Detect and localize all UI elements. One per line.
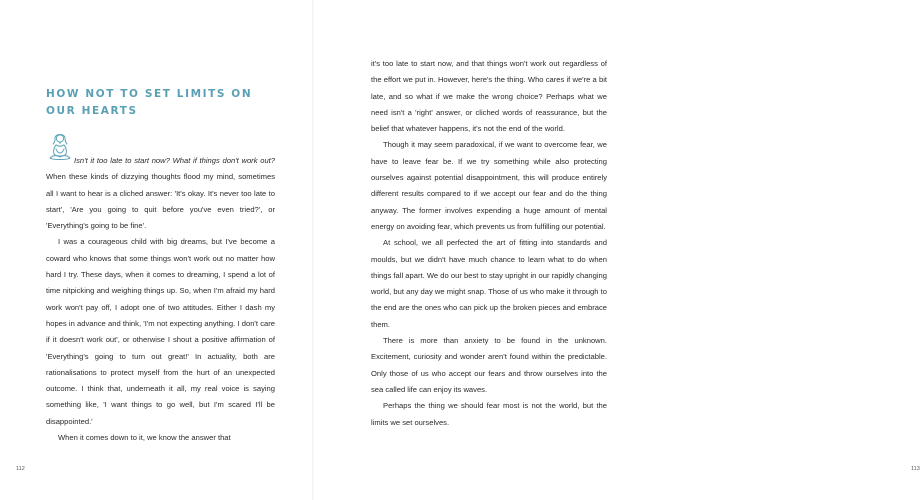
paragraph: Perhaps the thing we should fear most is not the world, but the limits we set ourselves.: [371, 401, 607, 427]
left-body-text: [46, 153, 275, 446]
chapter-heading-line: OUR HEARTS: [46, 105, 138, 117]
page-number: 113: [911, 466, 920, 472]
paragraph: There is more than anxiety to be found in the unknown. Excitement, curiosity and wonder aren't found within the predictable. Only those of us who accept our fears and throw ourselves into the sea called life can enjoy its waves.: [371, 336, 607, 394]
chapter-heading-line: HOW NOT TO SET LIMITS ON: [46, 88, 253, 100]
chapter-heading: [46, 86, 266, 120]
paragraph: I was a courageous child with big dreams, but I've become a coward who knows that some things won't work out no matter how hard I try. These days, when it comes to dreaming, I spend a lot of time nitpicking and weighing things up. So, when I'm afraid my hard work won't pay off, I adopt one of two attitudes. Either I dash my hopes in advance and think, 'I'm not expecting anything. I don't care if it doesn't work out', or otherwise I shout a positive affirmation of 'Everything's going to turn out great!' In actuality, both are rationalisations to protect myself from the hurt of an unexpected outcome. I think that, underneath it all, my real voice is saying something like, 'I want things to go well, but I'm scared I'll be disappointed.': [46, 237, 275, 426]
paragraph: it's too late to start now, and that things won't work out regardless of the effort we put in. However, here's the thing. Who cares if we're a bit late, and so what if we make the wrong choice? Perhaps what we need isn't a 'right' answer, or cliched words of reassurance, but the belief that whatever happens, it's not the end of the world.: [371, 59, 607, 134]
left-page: [0, 0, 313, 500]
lead-question: Isn't it too late to start now? What if things don't work out?: [74, 156, 275, 165]
paragraph: When it comes down to it, we know the answer that: [58, 433, 231, 443]
paragraph-text: When these kinds of dizzying thoughts flood my mind, sometimes all I want to hear is a cliched answer: 'It's okay. It's never too late to start', 'Are you going to quit before you've even tried?', or 'Everything's going to be fine'.: [46, 172, 275, 231]
page-number: 112: [16, 466, 25, 472]
right-body-text: [371, 56, 607, 431]
paragraph: At school, we all perfected the art of fitting into standards and moulds, but we didn't have much chance to learn what to do when things fall apart. We do our best to stay upright in our rapidly changing world, but any day we might snap. Those of us who make it through to the end are the ones who can pick up the broken pieces and embrace them.: [371, 238, 607, 329]
paragraph: Though it may seem paradoxical, if we want to overcome fear, we have to leave fear be. If we try something while also protecting ourselves against potential disappointment, this will produce entirely different results compared to if we accept our fear and do the thing anyway. The former involves expending a huge amount of mental energy on avoiding fear, which prevents us from fulfilling our potential.: [371, 140, 607, 231]
paragraph: [46, 153, 275, 234]
